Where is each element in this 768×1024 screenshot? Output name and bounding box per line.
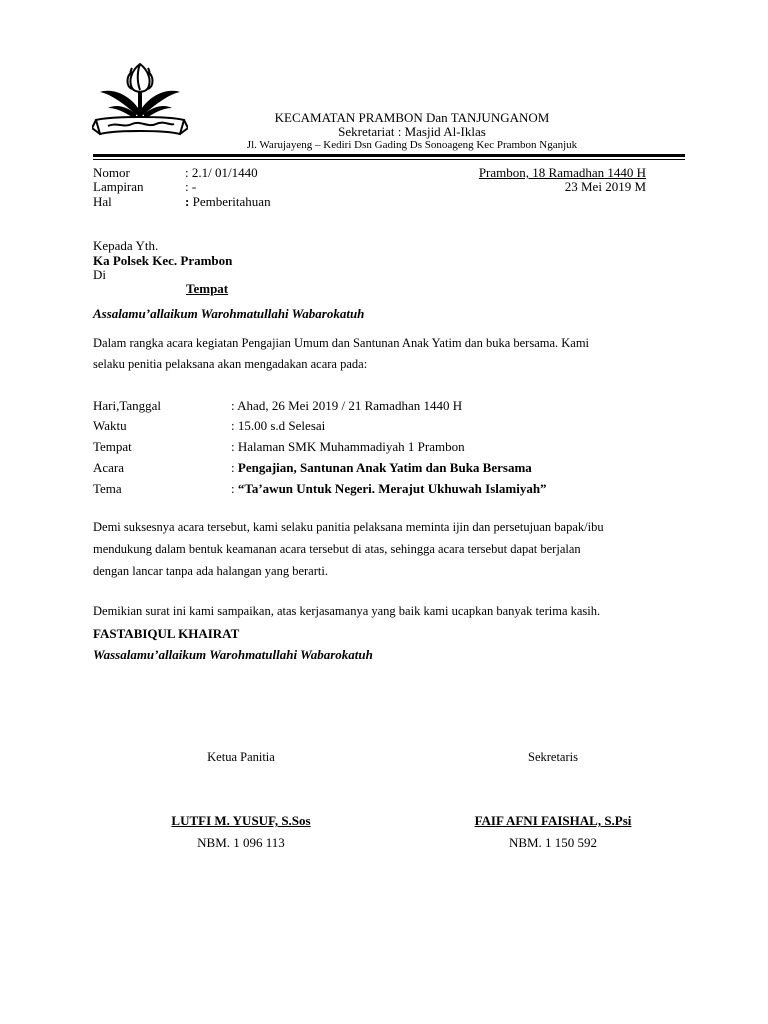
intro-line-1: Dalam rangka acara kegiatan Pengajian Umum dan Santunan Anak Yatim dan buka bersama. Kami bbox=[93, 336, 590, 350]
detail-value-text: Ahad, 26 Mei 2019 / 21 Ramadhan 1440 H bbox=[237, 398, 463, 413]
sign-right-role: Sekretaris bbox=[528, 750, 578, 764]
date-masehi: 23 Mei 2019 M bbox=[564, 179, 646, 194]
detail-sep: : bbox=[231, 398, 238, 413]
greeting: Assalamu’allaikum Warohmatullahi Wabarokatuh bbox=[93, 306, 365, 321]
lampiran-value: : - bbox=[185, 179, 197, 194]
hal-row bbox=[185, 194, 271, 210]
organization-logo-icon bbox=[92, 58, 188, 144]
hal-separator: : bbox=[185, 194, 190, 209]
detail-value-hari bbox=[231, 398, 462, 414]
hal-label: Hal bbox=[93, 194, 112, 209]
sign-left-role: Ketua Panitia bbox=[207, 750, 275, 764]
intro-line-2: selaku penitia pelaksana akan mengadakan acara pada: bbox=[93, 357, 368, 371]
address: Jl. Warujayeng – Kediri Dsn Gading Ds Sonoageng Kec Prambon Nganjuk bbox=[246, 139, 578, 151]
place-date-hijri: Prambon, 18 Ramadhan 1440 H bbox=[478, 165, 646, 180]
sign-left-nbm: NBM. 1 096 113 bbox=[197, 835, 285, 850]
detail-value-text: “Ta’awun Untuk Negeri. Merajut Ukhuwah Islamiyah” bbox=[237, 481, 547, 496]
farewell: Wassalamu’allaikum Warohmatullahi Wabarokatuh bbox=[93, 647, 373, 662]
sign-right-nbm: NBM. 1 150 592 bbox=[508, 835, 598, 850]
header-rule-thick bbox=[93, 154, 685, 157]
closing-line: Demikian surat ini kami sampaikan, atas kerjasamanya yang baik kami ucapkan banyak terima kasih. bbox=[93, 604, 601, 618]
detail-sep: : bbox=[231, 481, 238, 496]
detail-label-waktu: Waktu bbox=[93, 418, 127, 433]
sign-left-name: LUTFI M. YUSUF, S.Sos bbox=[171, 813, 311, 828]
para2-line-2: mendukung dalam bentuk keamanan acara tersebut di atas, sehingga acara tersebut dapat berjalan bbox=[93, 542, 581, 556]
sign-right-name: FAIF AFNI FAISHAL, S.Psi bbox=[474, 813, 632, 828]
header-rule-thin bbox=[93, 159, 685, 160]
para2-line-3: dengan lancar tanpa ada halangan yang berarti. bbox=[93, 564, 328, 578]
detail-value-waktu bbox=[231, 418, 325, 434]
detail-sep: : bbox=[231, 439, 238, 454]
detail-label-tema: Tema bbox=[93, 481, 122, 496]
detail-value-tema bbox=[231, 481, 547, 497]
detail-value-tempat bbox=[231, 439, 465, 455]
para2-line-1: Demi suksesnya acara tersebut, kami selaku panitia pelaksana meminta ijin dan persetujuan bapak/ibu bbox=[93, 520, 604, 534]
detail-value-text: Halaman SMK Muhammadiyah 1 Prambon bbox=[237, 439, 465, 454]
recipient-name: Ka Polsek Kec. Prambon bbox=[93, 253, 233, 268]
recipient-di: Di bbox=[93, 267, 106, 282]
detail-value-text: 15.00 s.d Selesai bbox=[237, 418, 326, 433]
motto: FASTABIQUL KHAIRAT bbox=[93, 626, 240, 641]
detail-sep: : bbox=[231, 460, 238, 475]
secretariat: Sekretariat : Masjid Al-Iklas bbox=[338, 124, 486, 139]
detail-label-tempat: Tempat bbox=[93, 439, 132, 454]
detail-label-acara: Acara bbox=[93, 460, 125, 475]
kepada-yth: Kepada Yth. bbox=[93, 238, 159, 253]
recipient-tempat: Tempat bbox=[186, 281, 229, 296]
org-name: KECAMATAN PRAMBON Dan TANJUNGANOM bbox=[274, 110, 550, 125]
detail-value-text: Pengajian, Santunan Anak Yatim dan Buka Bersama bbox=[237, 460, 532, 475]
lampiran-label: Lampiran bbox=[93, 179, 144, 194]
detail-label-hari: Hari,Tanggal bbox=[93, 398, 162, 413]
detail-value-acara bbox=[231, 460, 532, 476]
nomor-label: Nomor bbox=[93, 165, 130, 180]
hal-value: Pemberitahuan bbox=[189, 194, 271, 209]
detail-sep: : bbox=[231, 418, 238, 433]
nomor-value: : 2.1/ 01/1440 bbox=[185, 165, 258, 180]
